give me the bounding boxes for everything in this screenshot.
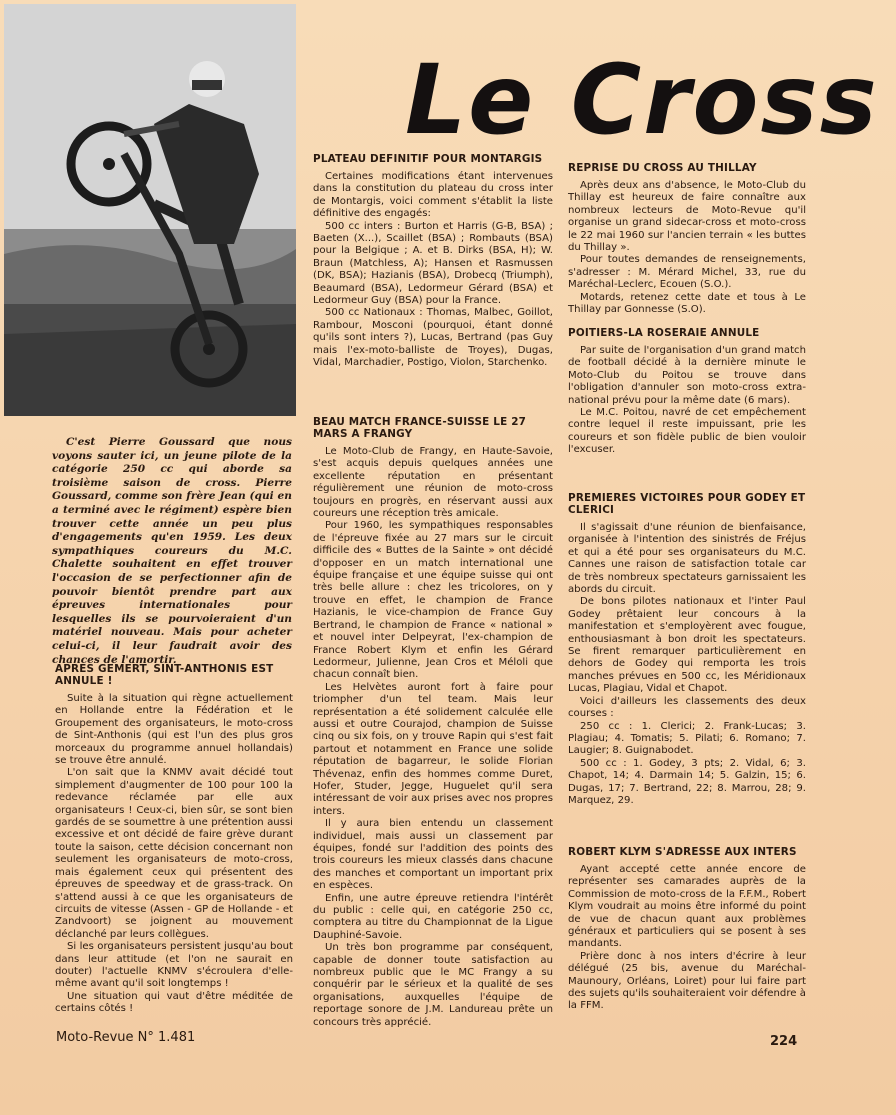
article-frangy (313, 416, 553, 1029)
article-poitiers (568, 327, 806, 457)
rider-illustration (4, 4, 296, 416)
article-heading: BEAU MATCH FRANCE-SUISSE LE 27 MARS A FRANGY (313, 416, 527, 440)
article-heading: REPRISE DU CROSS AU THILLAY (568, 162, 757, 174)
article-paragraph: Le M.C. Poitou, navré de cet empêchement contre lequel il reste impuissant, prie les coureurs et son fidèle public de bien vouloir l'excuser. (568, 407, 806, 456)
article-paragraph: Suite à la situation qui règne actuellement en Hollande entre la Fédération et le Groupement des organisateurs, le moto-cross de Sint-Anthonis (qui est l'un des plus gros morceaux du programme annuel hollandais) se trouve être annulé. (55, 693, 293, 767)
article-paragraph: Par suite de l'organisation d'un grand match de football décidé à la dernière minute le Moto-Club du Poitou se trouve dans l'obligation d'annuler son moto-cross extra-national prévu pour la même date (6 mars). (568, 345, 806, 406)
article-paragraph: Enfin, une autre épreuve retiendra l'intérêt du public : celle qui, en catégorie 250 cc, comptera au titre du Championnat de la Ligue Dauphiné-Savoie. (313, 892, 553, 941)
article-paragraph: 500 cc Nationaux : Thomas, Malbec, Goillot, Rambour, Mosconi (pourquoi, étant donné qu'ils sont inters ?), Lucas, Bertrand (pas Guy mais l'ex-moto-balliste de Troyes), Dugas, Vidal, Marchadier, Postigo, Violon, Starchenko. (313, 307, 553, 369)
article-paragraph: Après deux ans d'absence, le Moto-Club du Thillay est heureux de faire connaître aux nombreux lecteurs de Moto-Revue qu'il organise un grand sidecar-cross et moto-cross le 22 mai 1960 sur l'ancien terrain « les buttes du Thillay ». (568, 180, 806, 254)
article-paragraph: 500 cc inters : Burton et Harris (G-B, BSA) ; Baeten (X...), Scaillet (BSA) ; Rombauts (BSA) pour la Belgique ; A. et B. Dirks (BSA, H); W. Braun (Matchless, A); Hansen et Rasmussen (DK, BSA); Hazianis (BSA), Drobecq (Triumph), Beaumard (BSA), Ledormeur Gérard (BSA) et Ledormeur Guy (BSA) pour la France. (313, 220, 553, 307)
photo-caption: C'est Pierre Goussard que nous voyons sauter ici, un jeune pilote de la catégorie 250 cc qui aborde sa troisième saison de cross. Pierre Goussard, comme son frère Jean (qui en a terminé avec le régiment) espère bien trouver cette année un peu plus d'engagements qu'en 1959. Les deux sympathiques coureurs du M.C. Chalette souhaitent en effet trouver l'occasion de se perfectionner afin de pouvoir bientôt prendre part aux épreuves internationales pour lesquelles ils se pourvoieraient d'un matériel nouveau. Mais pour acheter celui-ci, il leur faudrait avoir des chances de l'amortir. (52, 436, 292, 666)
article-paragraph: Ayant accepté cette année encore de représenter ses camarades auprès de la Commission de moto-cross de la F.F.M., Robert Klym voudrait au moins être informé du point de vue de chacun quant aux problèmes généraux et particuliers qui se posent à ses mandants. (568, 864, 806, 950)
article-paragraph: Il y aura bien entendu un classement individuel, mais aussi un classement par équipes, fondé sur l'addition des points des trois coureurs les mieux classés dans chacune des manches et comportant un important prix en espèces. (313, 818, 553, 892)
article-thillay (568, 162, 806, 316)
article-paragraph: Pour 1960, les sympathiques responsables de l'épreuve fixée au 27 mars sur le circuit difficile des « Buttes de la Sainte » ont décidé d'opposer en un match international une équipe française et une équipe suisse qui ont très belle allure : chez les tricolores, on y trouve en effet, le champion de France Hazianis, le vice-champion de France Guy Bertrand, le champion de France « national » et nouvel inter Delpeyrat, l'ex-champion de France Robert Klym et enfin les Gérard Ledormeur, Julienne, Jean Cros et Méloli que chacun connaît bien. (313, 520, 553, 681)
article-paragraph: Si les organisateurs persistent jusqu'au bout dans leur attitude (et l'on ne saurait en douter) l'actuelle KNMV s'écroulera d'elle-même avant qu'il soit longtemps ! (55, 941, 293, 990)
article-gemert (55, 663, 293, 1016)
article-paragraph: 500 cc : 1. Godey, 3 pts; 2. Vidal, 6; 3. Chapot, 14; 4. Darmain 14; 5. Galzin, 15; 6. Dugas, 17; 7. Bertrand, 22; 8. Marrou, 28; 9. Marquez, 29. (568, 757, 806, 806)
article-heading: PREMIERES VICTOIRES POUR GODEY ET CLERICI (568, 492, 806, 516)
article-paragraph: Certaines modifications étant intervenues dans la constitution du plateau du cross inter de Montargis, voici comment s'établit la liste définitive des engagés: (313, 171, 553, 220)
article-paragraph: Pour toutes demandes de renseignements, s'adresser : M. Mérard Michel, 33, rue du Maréchal-Leclerc, Ecouen (S.O.). (568, 254, 806, 291)
page-title: Le Cross (405, 44, 879, 156)
article-paragraph: L'on sait que la KNMV avait décidé tout simplement d'augmenter de 100 pour 100 la redevance réclamée par elle aux organisateurs ! Ceux-ci, bien sûr, se sont bien gardés de se soumettre à une prétention aussi excessive et ont décidé de faire grève durant toute la saison, cette décision concernant non seulement les organisateurs de moto-cross, mais également ceux qui présentent des épreuves de speedway et de grass-track. On s'attend aussi à ce que les organisateurs de circuits de vitesse (Assen - GP de Hollande - et Zandvoort) se joignent au mouvement déclanché par leurs collègues. (55, 767, 293, 940)
article-paragraph: Un très bon programme par conséquent, capable de donner toute satisfaction au nombreux public que le MC Frangy a su conquérir par le sérieux et la qualité de ses organisations, auxquelles l'équipe de reportage sonore de J.M. Landureau prête un concours très apprécié. (313, 942, 553, 1028)
article-heading: APRES GEMERT, SINT-ANTHONIS EST ANNULE ! (55, 663, 274, 687)
motocross-photo (4, 4, 296, 416)
article-paragraph: Il s'agissait d'une réunion de bienfaisance, organisée à l'intention des sinistrés de Fréjus et qui a été pour ses organisateurs du M.C. Cannes une raison de satisfaction totale car de très nombreux spectateurs garnissaient les abords du circuit. (568, 522, 806, 596)
article-klym (568, 846, 806, 1013)
article-paragraph: 250 cc : 1. Clerici; 2. Frank-Lucas; 3. Plagiau; 4. Tomatis; 5. Pilati; 6. Romano; 7. Laugier; 8. Guignabodet. (568, 720, 806, 757)
article-heading: PLATEAU DEFINITIF POUR MONTARGIS (313, 153, 543, 165)
article-paragraph: De bons pilotes nationaux et l'inter Paul Godey prêtaient leur concours à la manifestation et s'employèrent avec fougue, enthousiasmant à bon droit les spectateurs. Se firent remarquer particulièrement en dehors de Godey qui remporta les trois manches prévues en 500 cc, les Méridionaux Lucas, Plagiau, Vidal et Chapot. (568, 596, 806, 695)
article-paragraph: Motards, retenez cette date et tous à Le Thillay par Gonnesse (S.O). (568, 291, 806, 316)
article-heading: ROBERT KLYM S'ADRESSE AUX INTERS (568, 846, 797, 858)
article-paragraph: Les Helvètes auront fort à faire pour triompher d'un tel team. Mais leur représentation a été solidement calculée elle aussi et outre Courajod, champion de Suisse cinq ou six fois, on y trouve Rapin qui s'est fait partout et notamment en France une solide réputation de bagarreur, le solide Florian Thévenaz, enfin des hommes comme Duret, Hofer, Studer, Jegge, Huguelet qu'il sera intéressant de voir aux prises avec nos propres inters. (313, 681, 553, 817)
article-montargis (313, 153, 553, 370)
article-godey (568, 492, 806, 807)
article-paragraph: Une situation qui vaut d'être méditée de certains côtés ! (55, 990, 293, 1015)
article-paragraph: Prière donc à nos inters d'écrire à leur délégué (25 bis, avenue du Maréchal-Maunoury, Orléans, Loiret) pour lui faire part des sujets qu'ils souhaiteraient voir défendre à la FFM. (568, 950, 806, 1012)
article-heading: POITIERS-LA ROSERAIE ANNULE (568, 327, 760, 339)
article-paragraph: Le Moto-Club de Frangy, en Haute-Savoie, s'est acquis depuis quelques années une excellente réputation en présentant régulièrement une réunion de moto-cross toujours en progrès, en réservant aussi aux coureurs une réception très amicale. (313, 446, 553, 520)
article-paragraph: Voici d'ailleurs les classements des deux courses : (568, 695, 806, 720)
page-number: 224 (770, 1034, 798, 1049)
magazine-issue: Moto-Revue N° 1.481 (56, 1030, 196, 1045)
